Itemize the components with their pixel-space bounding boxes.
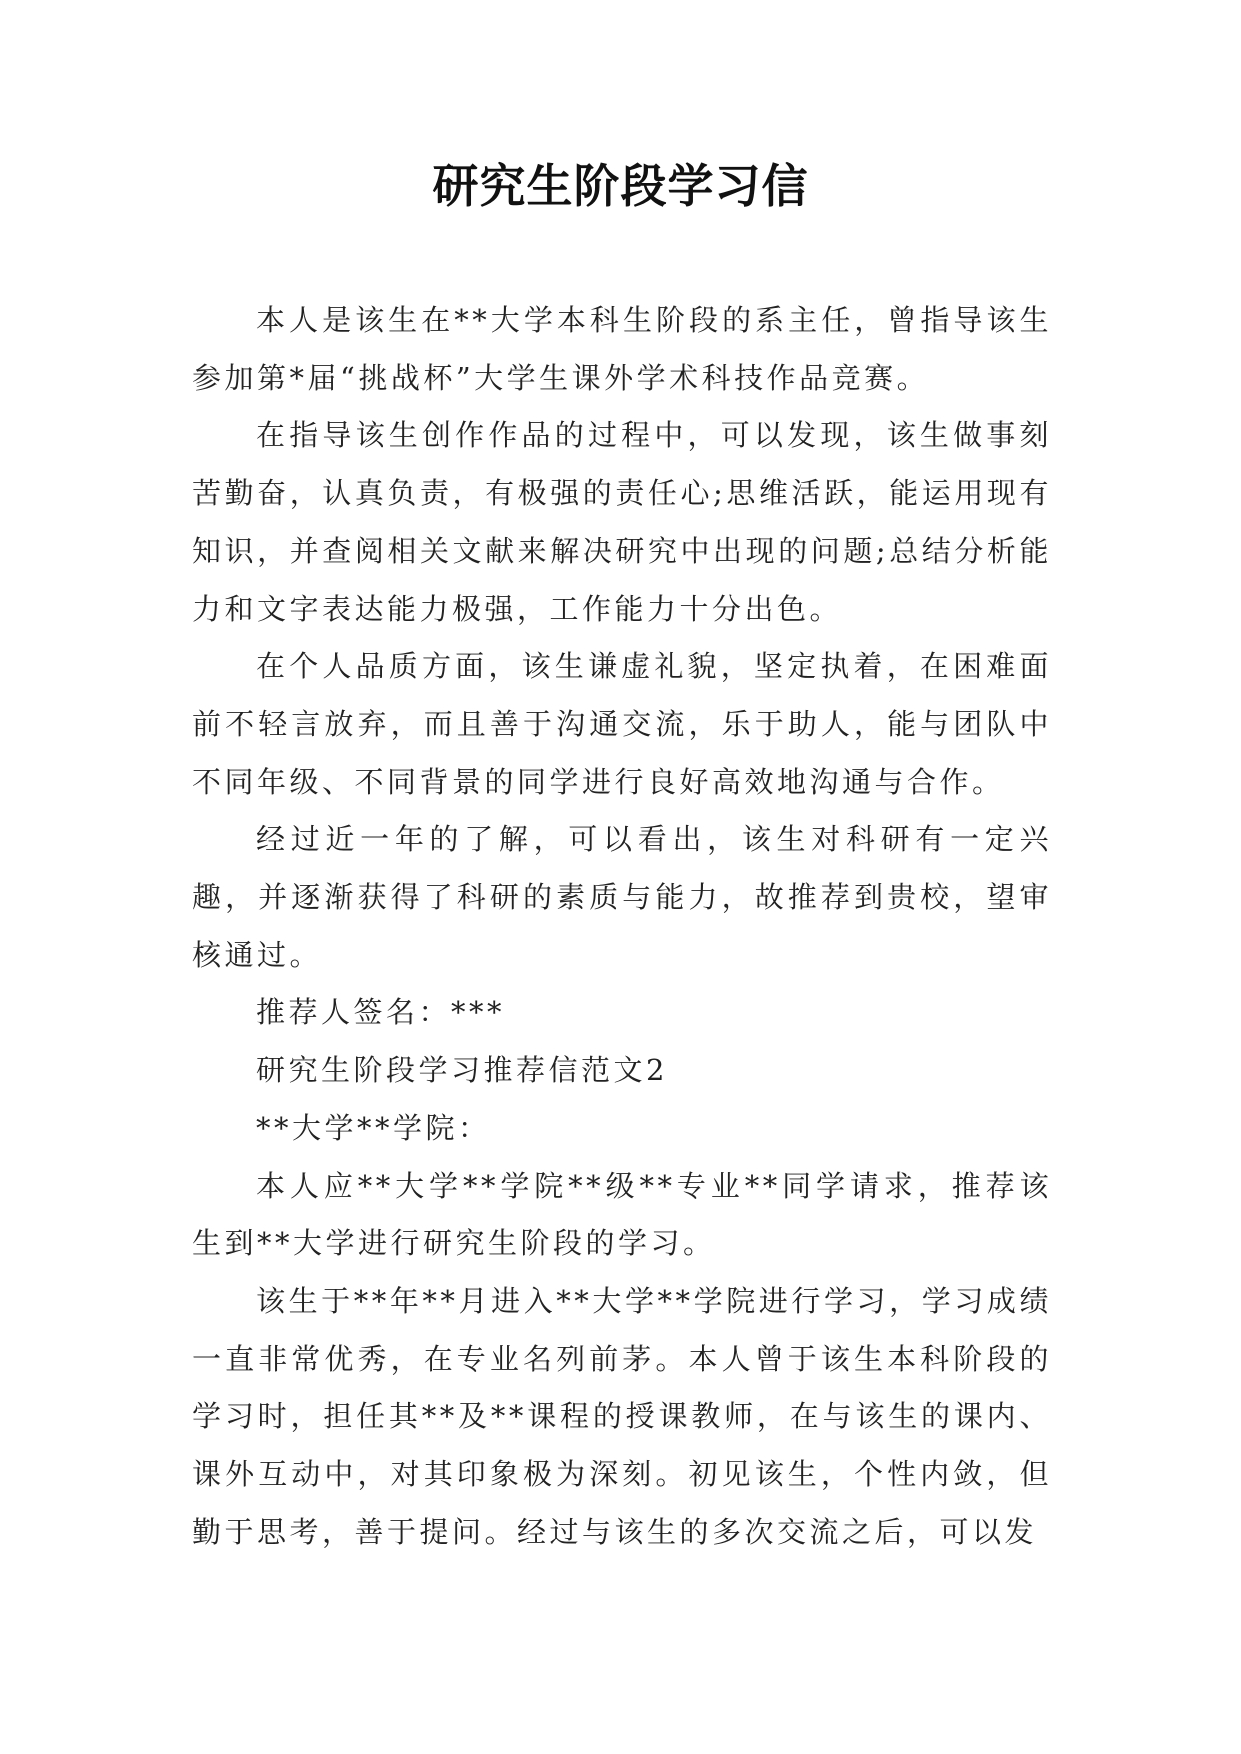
document-title: 研究生阶段学习信 <box>432 159 809 213</box>
signature-line: 推荐人签名：*** <box>256 995 506 1030</box>
paragraph-6: 该生于**年**月进入**大学**学院进行学习，学习成绩一直非常优秀，在专业名列前茅。本人曾于该生本科阶段的学习时，担任其**及**课程的授课教师，在与该生的课内、课外互动中，对其印象极为深刻。初见该生，个性内敛，但勤于思考，善于提问。经过与该生的多次交流之后，可以发 <box>192 1283 1052 1549</box>
document-body <box>192 292 1052 1561</box>
salutation: **大学**学院： <box>256 1110 491 1145</box>
paragraph-2: 在指导该生创作作品的过程中，可以发现，该生做事刻苦勤奋，认真负责，有极强的责任心;思维活跃，能运用现有知识，并查阅相关文献来解决研究中出现的问题;总结分析能力和文字表达能力极强，工作能力十分出色。 <box>192 418 1052 626</box>
paragraph-1: 本人是该生在**大学本科生阶段的系主任，曾指导该生参加第*届“挑战杯”大学生课外学术科技作品竞赛。 <box>192 303 1052 395</box>
paragraph-5: 本人应**大学**学院**级**专业**同学请求，推荐该生到**大学进行研究生阶段的学习。 <box>192 1168 1052 1261</box>
paragraph-4: 经过近一年的了解，可以看出，该生对科研有一定兴趣，并逐渐获得了科研的素质与能力，故推荐到贵校，望审核通过。 <box>192 822 1052 972</box>
section-heading: 研究生阶段学习推荐信范文2 <box>256 1053 668 1088</box>
paragraph-3: 在个人品质方面，该生谦虚礼貌，坚定执着，在困难面前不轻言放弃，而且善于沟通交流，乐于助人，能与团队中不同年级、不同背景的同学进行良好高效地沟通与合作。 <box>192 649 1052 799</box>
